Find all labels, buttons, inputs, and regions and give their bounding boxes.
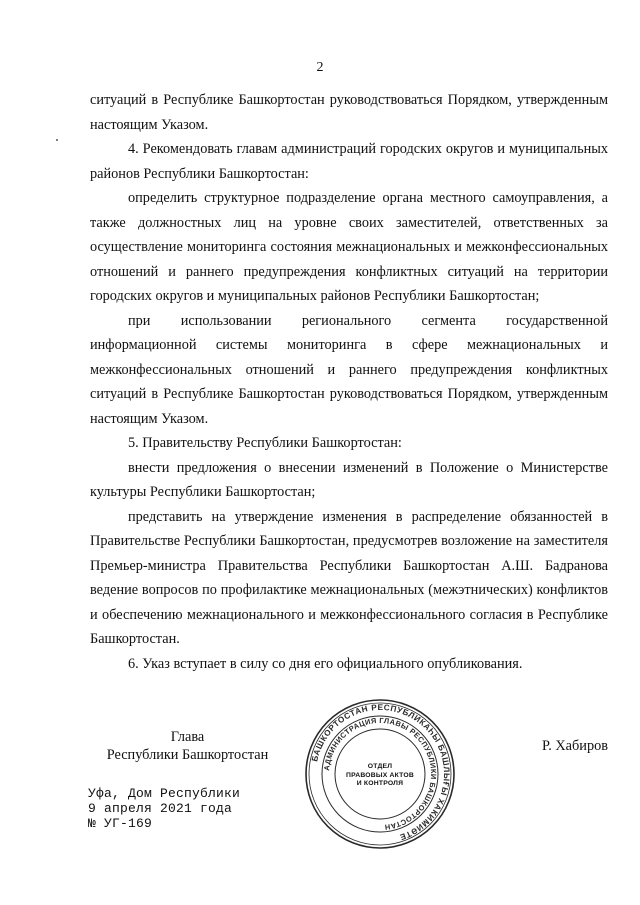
page-number: 2 (316, 60, 324, 75)
paragraph-item-4-use: при использовании регионального сегмента государственной информационной системы мониторинга в сфере межнациональных и межконфессиональных отношений и раннего предупреждения конфликтных ситуаций в Республике Башкортостан руководствоваться Порядком, утвержденным настоящим Указом. (90, 312, 608, 427)
signatory-title-line2: Республики Башкортостан (106, 747, 269, 763)
seal-center-text (330, 763, 430, 789)
paragraph-item-6: 6. Указ вступает в силу со дня его официального опубликования. (128, 655, 523, 672)
seal-outer-ring-text: БАШКОРТОСТАН РЕСПУБЛИКАҺЫ БАШЛЫҒЫ ХАКИМИӘТЕ (310, 702, 452, 842)
decree-date: 9 апреля 2021 года (88, 801, 233, 816)
paragraph-continuation: ситуаций в Республике Башкортостан руководствоваться Порядком, утвержденным настоящим Указом. (90, 92, 608, 133)
decree-number: № УГ-169 (88, 816, 153, 831)
paragraph-item-4: 4. Рекомендовать главам администраций городских округов и муниципальных районов Республики Башкортостан: (90, 141, 608, 182)
paragraph-item-4-define: определить структурное подразделение органа местного самоуправления, а также должностных лиц на уровне своих заместителей, ответственных за осуществление мониторинга состояния межнациональных и межконфессиональных отношений и раннего предупреждения конфликтных ситуаций на территории городских округов и муниципальных районов Республики Башкортостан; (90, 190, 608, 304)
paragraph-item-5-propose: внести предложения о внесении изменений в Положение о Министерстве культуры Республики Башкортостан; (90, 459, 608, 500)
seal-center-line1: ОТДЕЛ (367, 763, 393, 770)
seal-center-line2: ПРАВОВЫХ АКТОВ (346, 771, 414, 779)
seal-inner-ring-text: АДМИНИСТРАЦИЯ ГЛАВЫ РЕСПУБЛИКИ БАШКОРТОСТАН (322, 715, 439, 832)
paragraph-item-5-present: представить на утверждение изменения в распределение обязанностей в Правительстве Республики Башкортостан, предусмотрев возложение на заместителя Премьер-министра Правительства Республики Башкортостан А.Ш. Бадранова ведение вопросов по профилактике межнациональных (межэтнических) конфликтов и обеспечению межнационального и межконфессионального согласия в Республике Башкортостан. (90, 508, 608, 647)
decree-body (90, 88, 608, 676)
scan-speck (56, 139, 58, 141)
signatory-title-line1: Глава (170, 729, 205, 745)
signatory-name: Р. Хабиров (542, 738, 608, 754)
seal-center-line3: И КОНТРОЛЯ (356, 780, 404, 788)
place-of-signing: Уфа, Дом Республики (88, 786, 241, 801)
place-and-date-block (88, 786, 240, 831)
paragraph-item-5: 5. Правительству Республики Башкортостан: (128, 435, 402, 451)
signatory-title (90, 728, 285, 764)
